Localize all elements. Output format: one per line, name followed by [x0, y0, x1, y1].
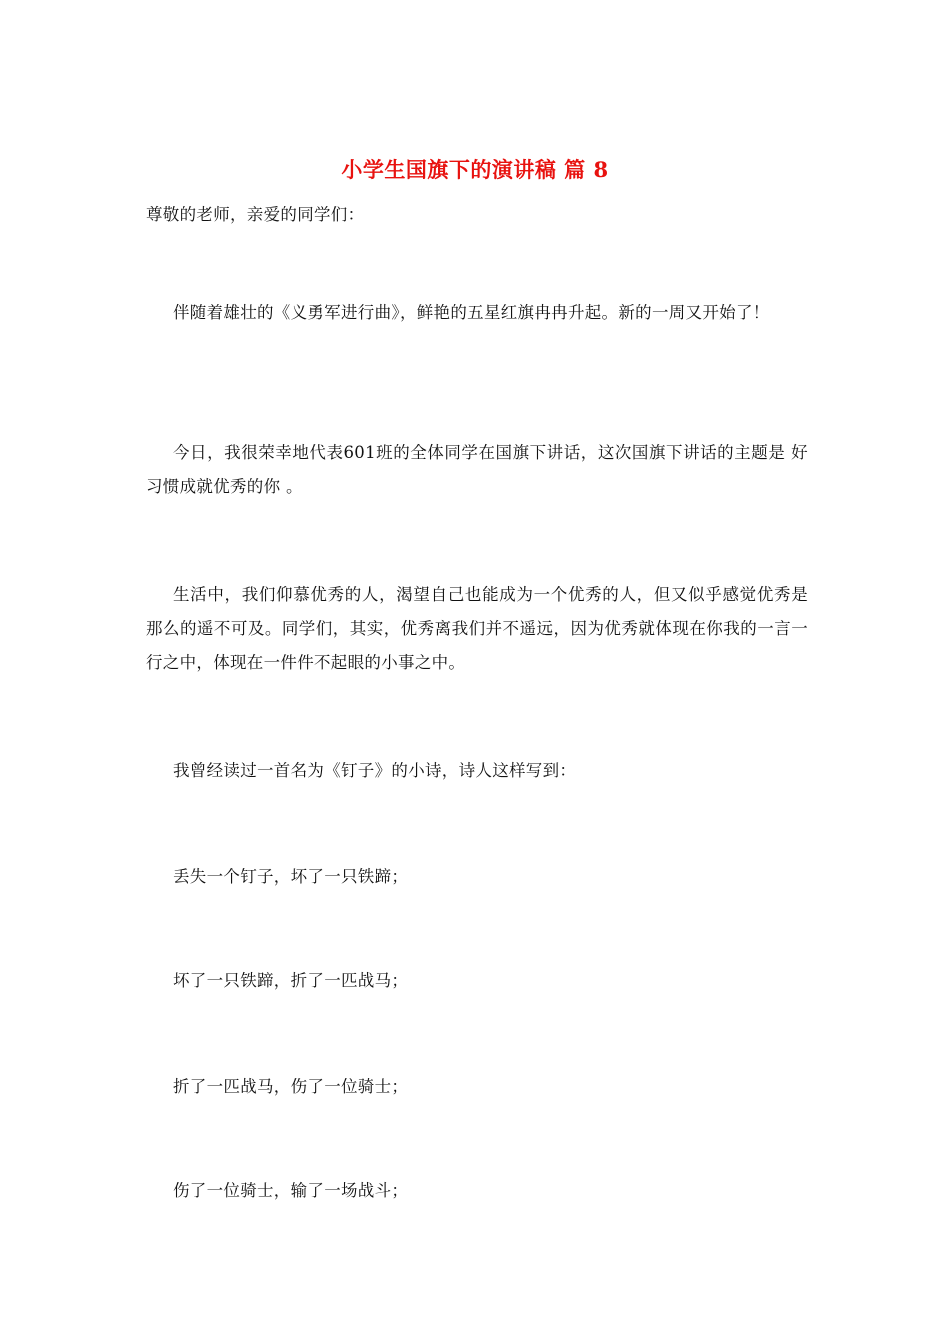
salutation: 尊敬的老师，亲爱的同学们：	[146, 205, 365, 224]
paragraph-3: 生活中，我们仰慕优秀的人，渴望自己也能成为一个优秀的人，但又似乎感觉优秀是那么的遥不可及。同学们，其实，优秀离我们并不遥远，因为优秀就体现在你我的一言一行之中，体现在一件件不起眼的小事之中。	[146, 585, 808, 672]
poem-line-4: 伤了一位骑士，输了一场战斗；	[173, 1181, 409, 1200]
paragraph-4: 我曾经读过一首名为《钉子》的小诗，诗人这样写到：	[173, 761, 577, 780]
paragraph-1: 伴随着雄壮的《义勇军进行曲》，鲜艳的五星红旗冉冉升起。新的一周又开始了！	[173, 303, 770, 322]
document-title: 小学生国旗下的演讲稿 篇 8	[341, 157, 609, 182]
poem-line-1: 丢失一个钉子，坏了一只铁蹄；	[173, 867, 409, 886]
poem-line-2: 坏了一只铁蹄，折了一匹战马；	[173, 971, 409, 990]
poem-line-3: 折了一匹战马，伤了一位骑士；	[173, 1077, 409, 1096]
paragraph-2: 今日，我很荣幸地代表601班的全体同学在国旗下讲话，这次国旗下讲话的主题是 好习惯成就优秀的你 。	[146, 443, 808, 496]
